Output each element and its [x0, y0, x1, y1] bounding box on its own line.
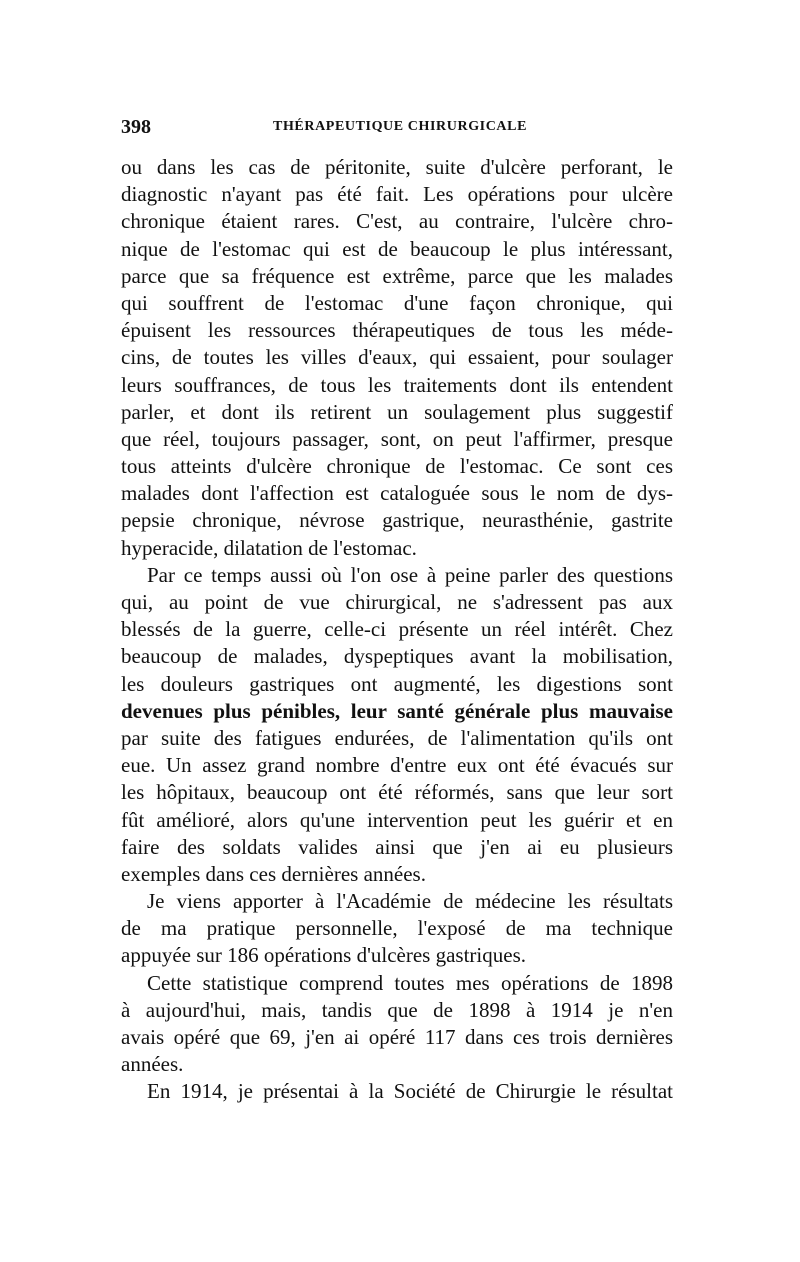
- text-line: années.: [121, 1052, 184, 1077]
- text-line: blessés de la guerre, celle-ci présente un réel intérêt. Chez: [121, 617, 673, 642]
- text-line: eue. Un assez grand nombre d'entre eux ont été évacués sur: [121, 753, 673, 778]
- text-line: les hôpitaux, beaucoup ont été réformés, sans que leur sort: [121, 780, 673, 805]
- text-line: qui, au point de vue chirurgical, ne s'adressent pas aux: [121, 590, 673, 614]
- paragraph: [121, 154, 673, 562]
- text-line: appuyée sur 186 opérations d'ulcères gastriques.: [121, 943, 526, 968]
- text-line: Cette statistique comprend toutes mes opérations de 1898: [147, 970, 673, 995]
- book-page: [121, 112, 673, 1106]
- text-line: exemples dans ces dernières années.: [121, 861, 426, 886]
- page-header: [121, 112, 673, 142]
- text-line: par suite des fatigues endurées, de l'alimentation qu'ils ont: [121, 725, 673, 750]
- text-line: beaucoup de malades, dyspeptiques avant la mobilisation,: [121, 644, 673, 669]
- text-line: pepsie chronique, névrose gastrique, neurasthénie, gastrite: [121, 508, 673, 533]
- paragraph: [121, 1078, 673, 1105]
- text-line: chronique étaient rares. C'est, au contraire, l'ulcère chro-: [121, 209, 673, 234]
- text-line: que réel, toujours passager, sont, on peut l'affirmer, presque: [121, 426, 673, 451]
- text-line: devenues plus pénibles, leur santé générale plus mauvaise: [121, 698, 673, 723]
- text-line: les douleurs gastriques ont augmenté, les digestions sont: [121, 671, 673, 696]
- text-line: faire des soldats valides ainsi que j'en ai eu plusieurs: [121, 834, 673, 859]
- text-line: Je viens apporter à l'Académie de médecine les résultats: [147, 889, 673, 914]
- text-line: En 1914, je présentai à la Société de Chirurgie le résultat: [147, 1079, 673, 1104]
- text-line: fût amélioré, alors qu'une intervention peut les guérir et en: [121, 807, 673, 832]
- text-line: parler, et dont ils retirent un soulagement plus suggestif: [121, 399, 673, 424]
- body-text: [121, 154, 673, 1106]
- page-number: 398: [121, 116, 151, 138]
- text-line: qui souffrent de l'estomac d'une façon chronique, qui: [121, 290, 673, 315]
- text-line: avais opéré que 69, j'en ai opéré 117 dans ces trois dernières: [121, 1025, 673, 1049]
- text-line: cins, de toutes les villes d'eaux, qui essaient, pour soulager: [121, 345, 673, 370]
- text-line: ou dans les cas de péritonite, suite d'ulcère perforant, le: [121, 155, 673, 179]
- text-line: parce que sa fréquence est extrême, parce que les malades: [121, 263, 673, 288]
- text-line: hyperacide, dilatation de l'estomac.: [121, 535, 417, 560]
- text-line: de ma pratique personnelle, l'exposé de ma technique: [121, 916, 673, 941]
- text-line: à aujourd'hui, mais, tandis que de 1898 à 1914 je n'en: [121, 997, 673, 1022]
- text-line: tous atteints d'ulcère chronique de l'estomac. Ce sont ces: [121, 454, 673, 479]
- text-line: diagnostic n'ayant pas été fait. Les opérations pour ulcère: [121, 182, 673, 207]
- paragraph: [121, 562, 673, 888]
- paragraph: [121, 970, 673, 1079]
- text-line: malades dont l'affection est cataloguée sous le nom de dys-: [121, 481, 673, 506]
- text-line: nique de l'estomac qui est de beaucoup le plus intéressant,: [121, 236, 673, 261]
- text-line: Par ce temps aussi où l'on ose à peine parler des questions: [147, 562, 673, 587]
- text-line: leurs souffrances, de tous les traitements dont ils entendent: [121, 372, 673, 397]
- running-title: THÉRAPEUTIQUE CHIRURGICALE: [273, 119, 528, 134]
- text-line: épuisent les ressources thérapeutiques de tous les méde-: [121, 318, 673, 343]
- paragraph: [121, 888, 673, 970]
